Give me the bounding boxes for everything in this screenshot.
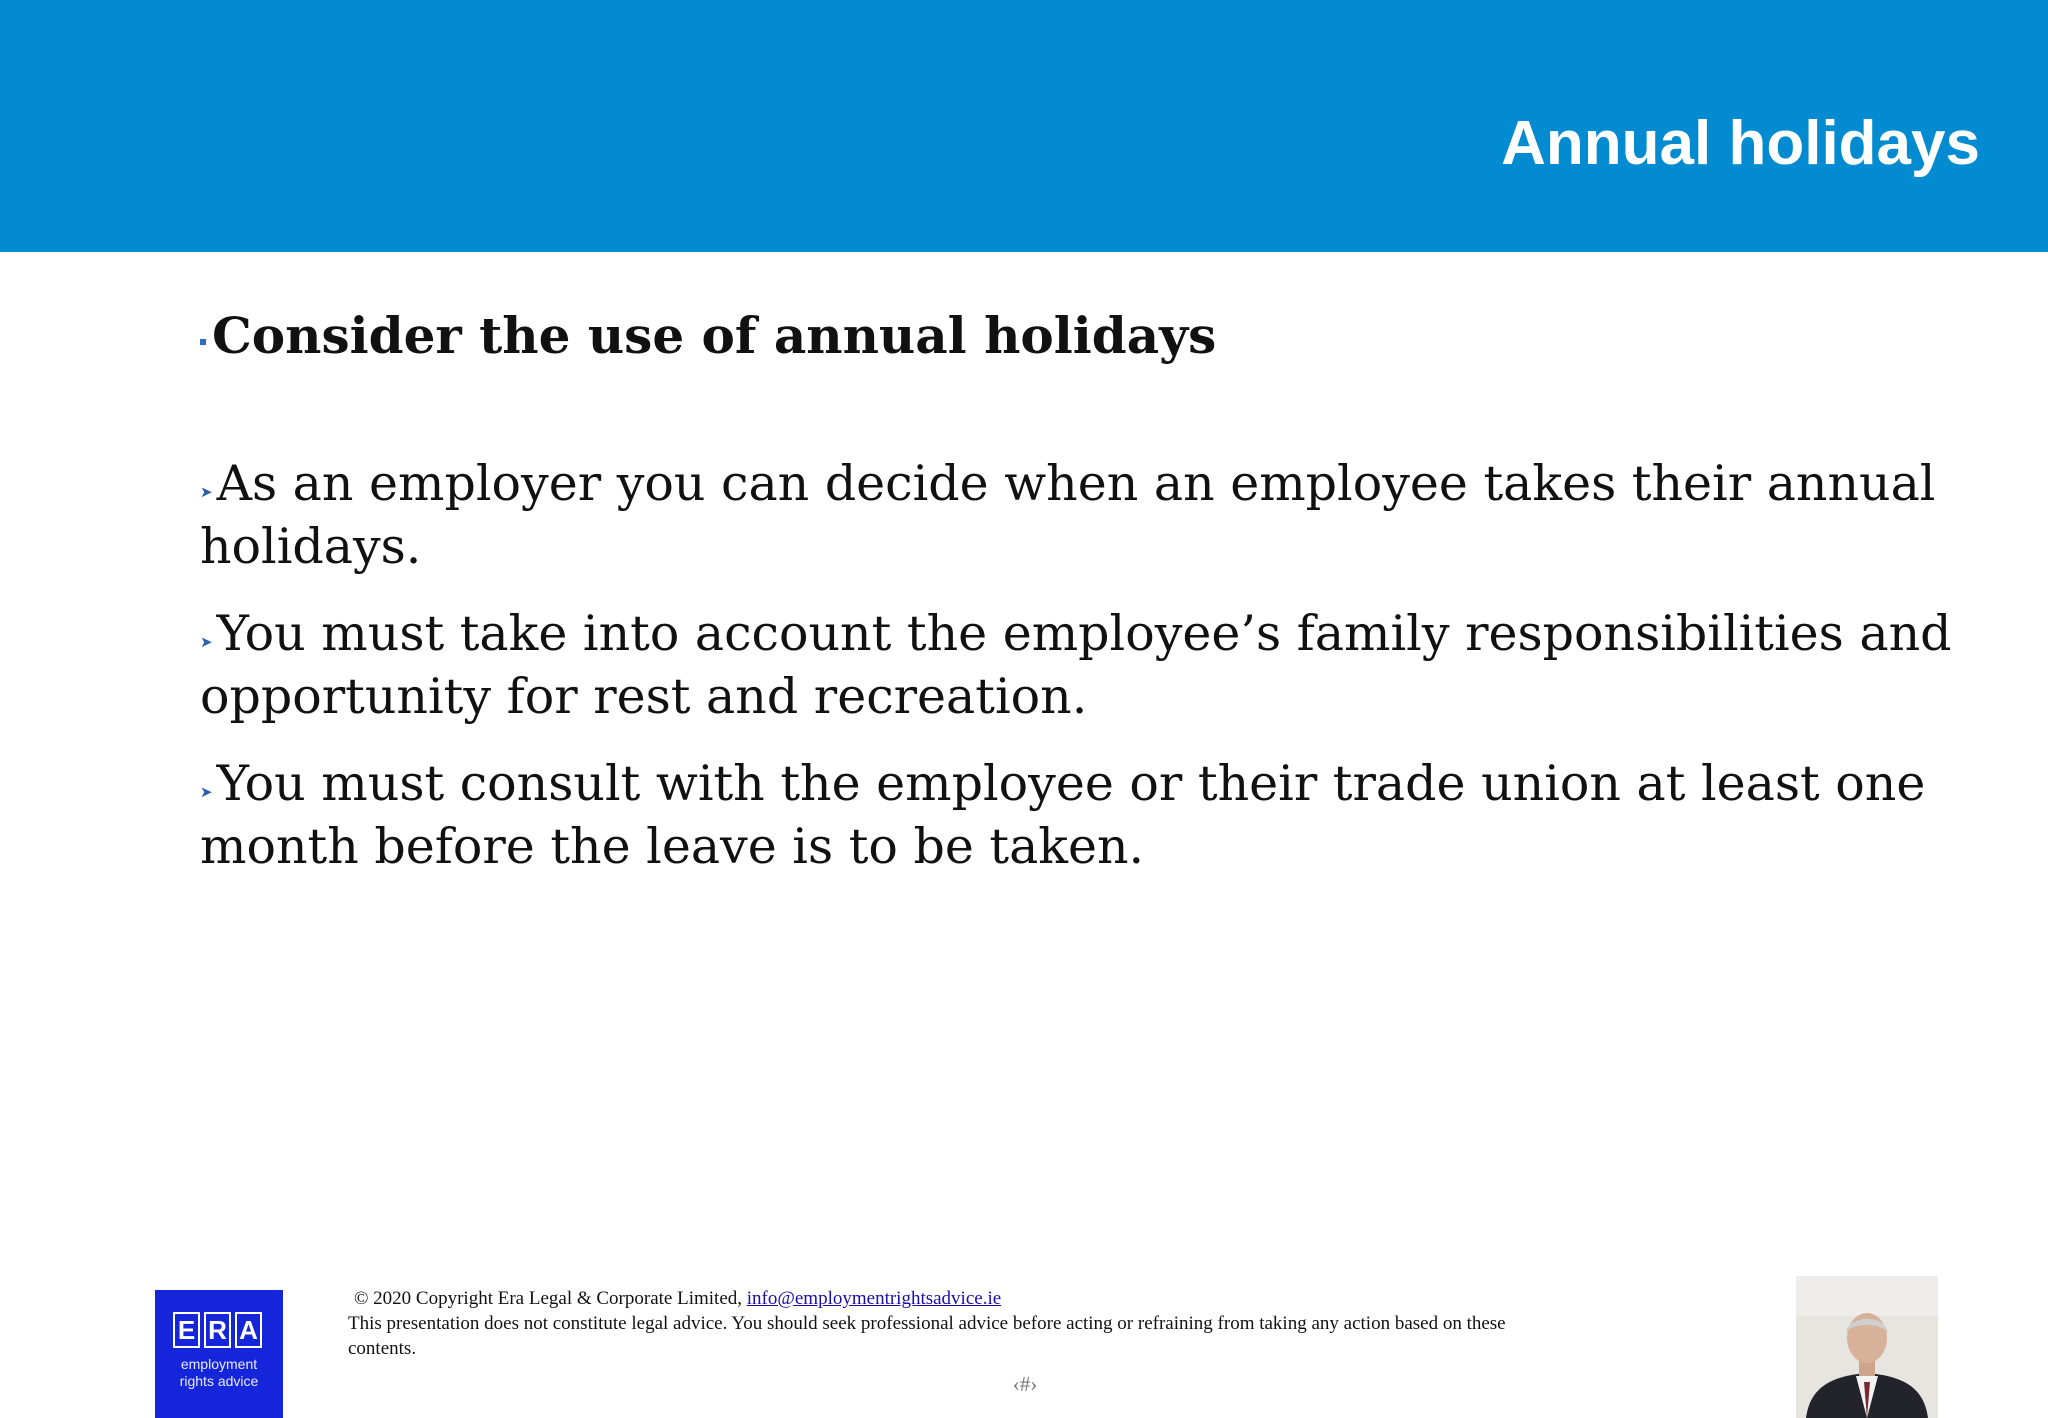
disclaimer-text: This presentation does not constitute legal advice. You should seek professional advice before acting or refraining from taking any action based on these contents. — [348, 1313, 1506, 1359]
copyright-text: © 2020 Copyright Era Legal & Corporate Limited, — [354, 1288, 747, 1309]
era-tagline-line1: employment — [180, 1356, 258, 1372]
bullet-text: You must take into account the employee’s family responsibilities and opportunity for rest and recreation. — [200, 605, 1952, 725]
slide-heading — [200, 300, 1900, 372]
era-tagline-line2: rights advice — [179, 1373, 259, 1389]
bullet-item — [200, 752, 1990, 878]
slide-number: ‹#› — [1012, 1372, 1038, 1396]
slide-heading-text: Consider the use of annual holidays — [212, 306, 1217, 365]
title-banner — [0, 0, 2048, 252]
era-logo-tagline — [155, 1356, 283, 1390]
square-bullet-icon — [200, 339, 206, 345]
email-link[interactable]: info@employmentrightsadvice.ie — [746, 1288, 1002, 1309]
footer-notice — [348, 1286, 1528, 1361]
era-logo — [155, 1290, 283, 1418]
arrow-bullet-icon: ➤ — [200, 633, 213, 651]
era-logo-letters — [173, 1312, 262, 1348]
copyright-line — [348, 1286, 1528, 1311]
person-icon — [1796, 1276, 1938, 1418]
bullet-item — [200, 452, 1990, 578]
arrow-bullet-icon: ➤ — [200, 483, 213, 501]
arrow-bullet-icon: ➤ — [200, 783, 213, 801]
bullet-item — [200, 602, 1990, 728]
bullet-list — [200, 452, 1990, 902]
presenter-video-thumbnail — [1796, 1276, 1938, 1418]
slide-title: Annual holidays — [1501, 109, 1980, 178]
bullet-text: As an employer you can decide when an employee takes their annual holidays. — [200, 455, 1936, 575]
era-letter: E — [173, 1312, 200, 1348]
era-letter: R — [204, 1312, 231, 1348]
era-letter: A — [235, 1312, 262, 1348]
bullet-text: You must consult with the employee or their trade union at least one month before the leave is to be taken. — [200, 755, 1926, 875]
